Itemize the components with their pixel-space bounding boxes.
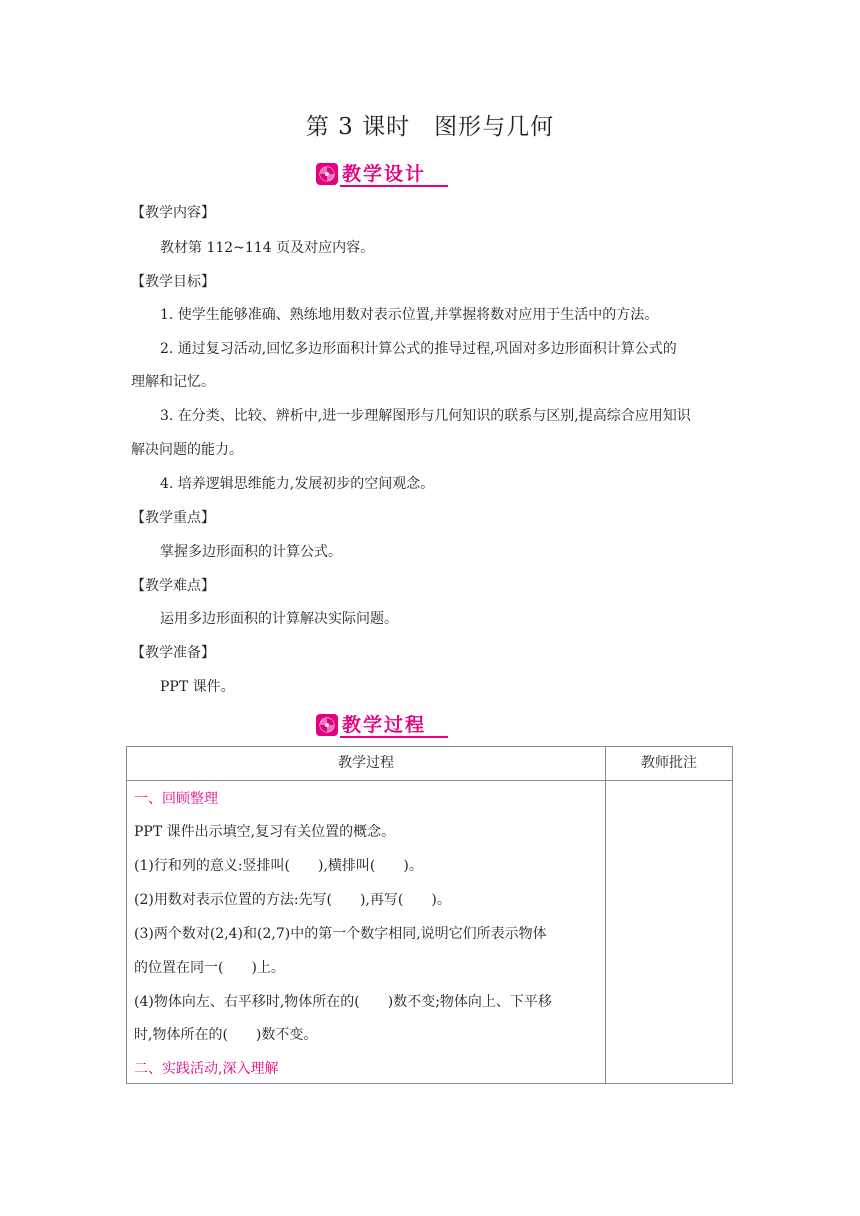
pinwheel-logo-icon	[316, 714, 338, 736]
goal-item-continuation: 解决问题的能力。	[131, 442, 243, 458]
table-section-heading: 一、回顾整理	[134, 791, 218, 807]
table-line: PPT 课件出示填空,复习有关位置的概念。	[134, 824, 396, 840]
table-section-heading: 二、实践活动,深入理解	[134, 1061, 279, 1077]
table-header-divider	[127, 780, 732, 781]
table-line: (1)行和列的意义:竖排叫( ),横排叫( )。	[134, 858, 423, 874]
section-text-content: 教材第 112~114 页及对应内容。	[160, 240, 375, 256]
section-banner-design	[312, 160, 448, 188]
banner-label: 教学过程	[342, 714, 427, 736]
goal-item: 4. 培养逻辑思维能力,发展初步的空间观念。	[160, 476, 435, 492]
table-header-notes: 教师批注	[641, 755, 697, 771]
section-banner-process	[312, 711, 448, 739]
goal-item: 2. 通过复习活动,回忆多边形面积计算公式的推导过程,巩固对多边形面积计算公式的	[160, 341, 677, 357]
process-table	[126, 746, 733, 1084]
goal-item: 1. 使学生能够准确、熟练地用数对表示位置,并掌握将数对应用于生活中的方法。	[160, 307, 659, 323]
pinwheel-logo-icon	[316, 163, 338, 185]
table-column-divider	[605, 747, 606, 1083]
table-line: (3)两个数对(2,4)和(2,7)中的第一个数字相同,说明它们所表示物体	[134, 926, 547, 942]
banner-label: 教学设计	[342, 163, 427, 185]
table-line: (2)用数对表示位置的方法:先写( ),再写( )。	[134, 892, 451, 908]
section-heading-goals: 【教学目标】	[131, 274, 215, 290]
banner-underline	[340, 736, 448, 738]
section-text-key-points: 掌握多边形面积的计算公式。	[160, 544, 342, 560]
section-text-difficulties: 运用多边形面积的计算解决实际问题。	[160, 611, 398, 627]
section-heading-difficulties: 【教学难点】	[131, 578, 215, 594]
goal-item-continuation: 理解和记忆。	[131, 374, 215, 390]
page-title: 第 3 课时 图形与几何	[305, 114, 555, 140]
table-line: 时,物体所在的( )数不变。	[134, 1027, 318, 1043]
section-heading-content: 【教学内容】	[131, 205, 215, 221]
section-text-preparation: PPT 课件。	[160, 679, 235, 695]
banner-underline	[340, 185, 448, 187]
section-heading-key-points: 【教学重点】	[131, 510, 215, 526]
section-heading-preparation: 【教学准备】	[131, 645, 215, 661]
table-line: 的位置在同一( )上。	[134, 960, 285, 976]
table-line: (4)物体向左、右平移时,物体所在的( )数不变;物体向上、下平移	[134, 994, 552, 1010]
table-header-process: 教学过程	[338, 755, 394, 771]
goal-item: 3. 在分类、比较、辨析中,进一步理解图形与几何知识的联系与区别,提高综合应用知识	[160, 408, 691, 424]
